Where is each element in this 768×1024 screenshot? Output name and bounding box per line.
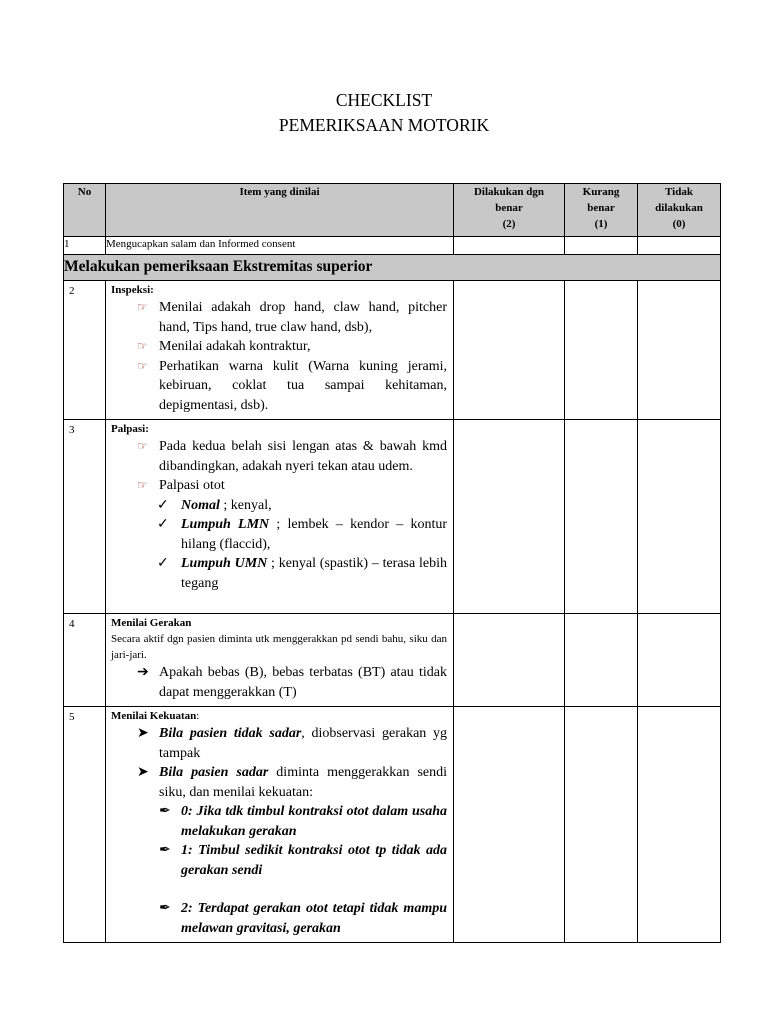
list-item: ☞ Palpasi otot bbox=[111, 476, 447, 496]
table-row-1 bbox=[64, 237, 721, 255]
table-row-2 bbox=[64, 281, 721, 420]
header-benar-line2: benar bbox=[495, 202, 523, 214]
row4-no: 4 bbox=[64, 614, 106, 707]
row1-score-benar[interactable] bbox=[454, 237, 565, 255]
checklist-table bbox=[63, 183, 721, 943]
row5-no: 5 bbox=[64, 707, 106, 943]
check-mark-icon: ✓ bbox=[157, 517, 169, 532]
header-tidak-score: (0) bbox=[672, 218, 686, 230]
row1-score-tidak[interactable] bbox=[638, 237, 721, 255]
check-mark-icon: ✓ bbox=[157, 497, 169, 513]
pen-icon: ✒ bbox=[159, 843, 171, 858]
list-item: ✒ 1: Timbul sedikit kontraksi otot tp tidak ada gerakan sendi bbox=[111, 841, 447, 880]
arrowhead-icon: ➤ bbox=[137, 765, 149, 780]
row2-score-tidak[interactable] bbox=[638, 281, 721, 420]
row5-heading-wrap bbox=[111, 709, 447, 724]
title-line-2: PEMERIKSAAN MOTORIK bbox=[278, 115, 490, 135]
list-item: ➔ Apakah bebas (B), bebas terbatas (BT) atau tidak dapat menggerakkan (T) bbox=[111, 663, 447, 702]
pointing-hand-icon: ☞ bbox=[137, 358, 148, 373]
row3-item bbox=[106, 420, 454, 614]
header-benar-line1: Dilakukan dgn bbox=[473, 186, 544, 198]
spacer bbox=[111, 880, 447, 899]
row1-text: Mengucapkan salam dan Informed consent bbox=[106, 237, 454, 255]
pointing-hand-icon: ☞ bbox=[137, 478, 148, 492]
row2-heading: Inspeksi: bbox=[111, 284, 154, 296]
row4-score-kurang[interactable] bbox=[565, 614, 638, 707]
row5-score-tidak[interactable] bbox=[638, 707, 721, 943]
row2-item bbox=[106, 281, 454, 420]
list-item: ☞ Pada kedua belah sisi lengan atas & bawah kmd dibandingkan, adakah nyeri tekan atau udem. bbox=[111, 437, 447, 476]
list-item: ✓ Nomal ; kenyal, bbox=[111, 496, 447, 516]
header-kurang-benar bbox=[565, 184, 638, 237]
row3-heading: Palpasi: bbox=[111, 423, 149, 435]
header-tidak-dilakukan bbox=[638, 184, 721, 237]
row2-score-kurang[interactable] bbox=[565, 281, 638, 420]
list-item: ✒ 2: Terdapat gerakan otot tetapi tidak mampu melawan gravitasi, gerakan bbox=[111, 899, 447, 938]
header-tidak-line2: dilakukan bbox=[655, 202, 703, 214]
row4-heading: Menilai Gerakan bbox=[111, 617, 192, 629]
row5-heading-suffix: : bbox=[196, 710, 200, 722]
section-row bbox=[64, 255, 721, 281]
header-kurang-line1: Kurang bbox=[582, 186, 620, 198]
list-item: ➤ Bila pasien tidak sadar, diobservasi gerakan yg tampak bbox=[111, 724, 447, 763]
row3-no: 3 bbox=[64, 420, 106, 614]
row4-score-tidak[interactable] bbox=[638, 614, 721, 707]
row3-score-benar[interactable] bbox=[454, 420, 565, 614]
check-mark-icon: ✓ bbox=[157, 556, 169, 571]
row3-score-tidak[interactable] bbox=[638, 420, 721, 614]
header-item: Item yang dinilai bbox=[106, 184, 454, 237]
row5-score-benar[interactable] bbox=[454, 707, 565, 943]
row1-score-kurang[interactable] bbox=[565, 237, 638, 255]
row5-heading: Menilai Kekuatan bbox=[111, 710, 197, 722]
header-no: No bbox=[64, 184, 106, 237]
list-item: ✓ Lumpuh UMN ; kenyal (spastik) – terasa lebih tegang bbox=[111, 554, 447, 593]
list-item: ☞ Menilai adakah drop hand, claw hand, pitcher hand, Tips hand, true claw hand, dsb), bbox=[111, 298, 447, 337]
row4-score-benar[interactable] bbox=[454, 614, 565, 707]
title-line-1: CHECKLIST bbox=[335, 90, 433, 110]
header-benar-score: (2) bbox=[502, 218, 516, 230]
row2-no: 2 bbox=[64, 281, 106, 420]
list-item: ☞ Menilai adakah kontraktur, bbox=[111, 337, 447, 357]
list-item: ✓ Lumpuh LMN ; lembek – kendor – kontur hilang (flaccid), bbox=[111, 515, 447, 554]
right-arrow-icon: ➔ bbox=[137, 665, 149, 680]
table-row-5 bbox=[64, 707, 721, 943]
pointing-hand-icon: ☞ bbox=[137, 300, 148, 314]
row5-item bbox=[106, 707, 454, 943]
list-item: ✒ 0: Jika tdk timbul kontraksi otot dalam usaha melakukan gerakan bbox=[111, 802, 447, 841]
table-row-4 bbox=[64, 614, 721, 707]
table-header-row bbox=[64, 184, 721, 237]
row2-score-benar[interactable] bbox=[454, 281, 565, 420]
pointing-hand-icon: ☞ bbox=[137, 339, 148, 353]
arrowhead-icon: ➤ bbox=[137, 726, 149, 741]
row1-no: 1 bbox=[64, 237, 106, 255]
header-kurang-line2: benar bbox=[587, 202, 615, 214]
section-title: Melakukan pemeriksaan Ekstremitas superior bbox=[64, 255, 721, 281]
header-kurang-score: (1) bbox=[594, 218, 608, 230]
list-item: ➤ Bila pasien sadar diminta menggerakkan sendi siku, dan menilai kekuatan: bbox=[111, 763, 447, 802]
pen-icon: ✒ bbox=[159, 901, 171, 916]
table-row-3 bbox=[64, 420, 721, 614]
row4-description: Secara aktif dgn pasien diminta utk menggerakkan pd sendi bahu, siku dan jari-jari. bbox=[111, 633, 447, 661]
header-dilakukan-benar bbox=[454, 184, 565, 237]
pen-icon: ✒ bbox=[159, 804, 171, 819]
row3-score-kurang[interactable] bbox=[565, 420, 638, 614]
row4-item bbox=[106, 614, 454, 707]
document-title bbox=[0, 88, 768, 138]
header-tidak-line1: Tidak bbox=[665, 186, 693, 198]
row5-score-kurang[interactable] bbox=[565, 707, 638, 943]
pointing-hand-icon: ☞ bbox=[137, 439, 148, 453]
list-item: ☞ Perhatikan warna kulit (Warna kuning jerami, kebiruan, coklat tua sampai kehitaman, depigmentasi, dsb). bbox=[111, 357, 447, 416]
